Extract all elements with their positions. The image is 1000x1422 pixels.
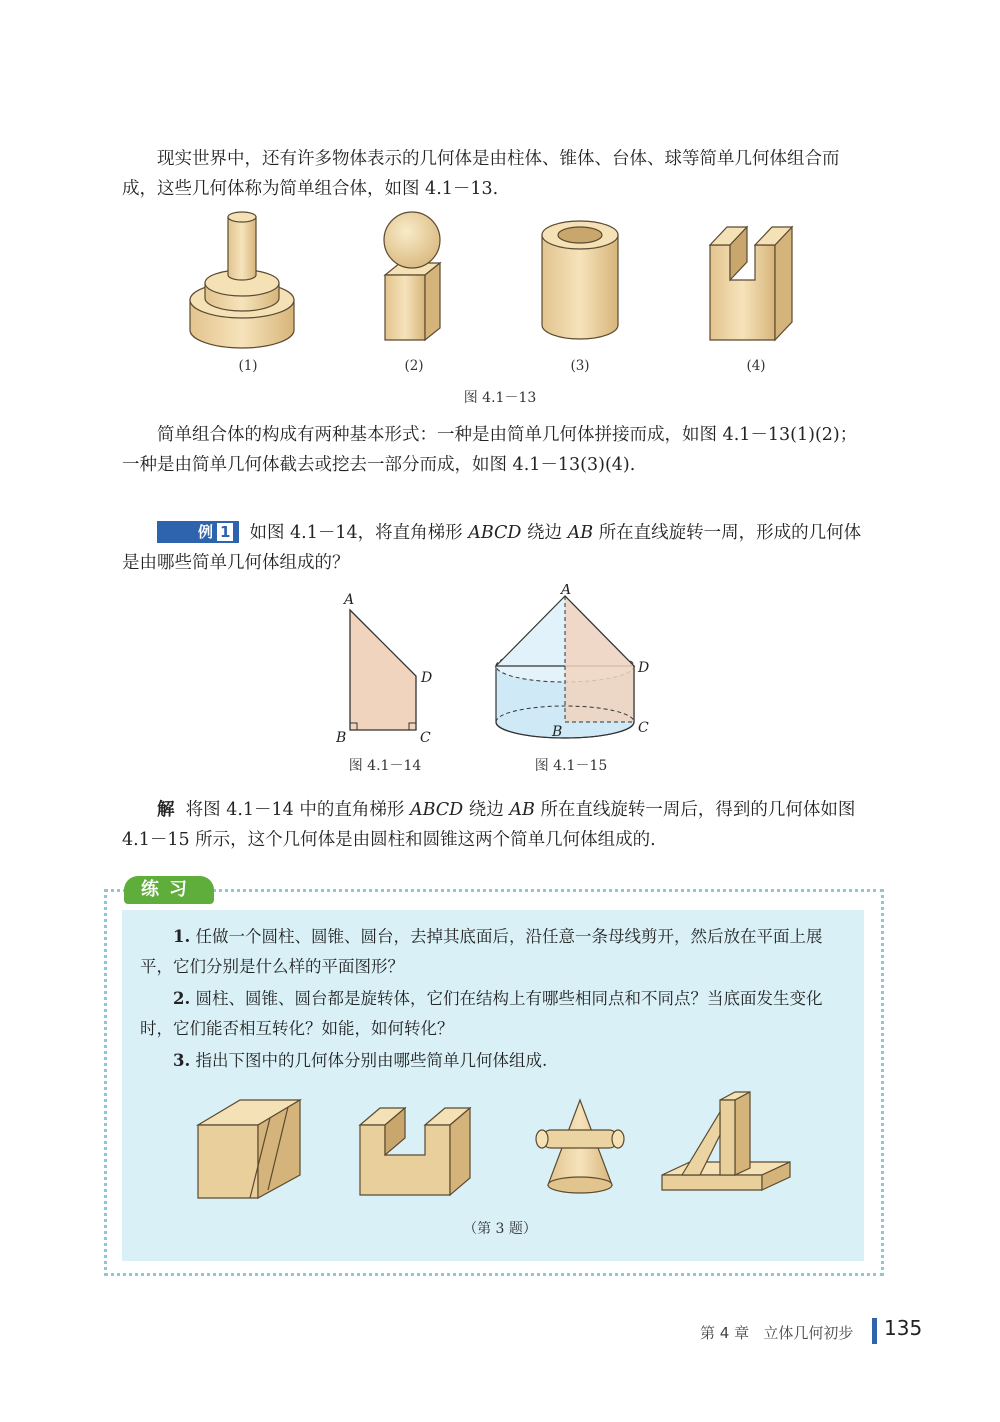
point-c-label: C	[420, 730, 431, 746]
cylinder-c-label: C	[638, 720, 649, 736]
page-number: 135	[884, 1316, 923, 1340]
practice-question-1: 1. 任做一个圆柱、圆锥、圆台，去掉其底面后，沿任意一条母线剪开，然后放在平面上展平，它们分别是什么样的平面图形？	[140, 927, 823, 976]
u-block-shape	[710, 227, 792, 340]
forms-paragraph: 简单组合体的构成有两种基本形式：一种是由简单几何体拼接而成，如图 4.1－13(1)(2)；一种是由简单几何体截去或挖去一部分而成，如图 4.1－13(3)(4).	[122, 425, 858, 475]
figure-4-1-15	[488, 584, 658, 754]
figure-13-caption: 图 4.1－13	[463, 390, 537, 406]
practice-title: 练习	[124, 876, 214, 904]
solution-paragraph: 解 将图 4.1－14 中的直角梯形 ABCD 绕边 AB 所在直线旋转一周后，得到的几何体如图 4.1－15 所示，这个几何体是由圆柱和圆锥这两个简单几何体组成的.	[122, 800, 856, 850]
practice-caption: （第 3 题）	[463, 1221, 537, 1237]
figure-13-label-1: (1)	[238, 358, 258, 374]
example-badge: 例 1	[157, 521, 239, 543]
example-1-paragraph: 例 1 如图 4.1－14，将直角梯形 ABCD 绕边 AB 所在直线旋转一周，形成的几何体是由哪些简单几何体组成的？	[122, 523, 862, 573]
figure-13-label-3: (3)	[570, 358, 590, 374]
figure-13-label-2: (2)	[404, 358, 424, 374]
practice-question-2: 2. 圆柱、圆锥、圆台都是旋转体，它们在结构上有哪些相同点和不同点？当底面发生变化时，它们能否相互转化？如能，如何转化？	[140, 989, 823, 1038]
cone-d-label: D	[638, 660, 650, 676]
footer-chapter: 第 4 章 立体几何初步	[700, 1324, 854, 1342]
figure-4-1-13	[180, 205, 820, 365]
figure-4-1-14	[336, 588, 446, 748]
stacked-cylinders-shape	[190, 212, 294, 348]
sphere-on-prism-shape	[384, 212, 440, 340]
point-a-label: A	[344, 592, 355, 608]
hollow-cylinder-shape	[542, 221, 618, 339]
footer-divider	[872, 1318, 877, 1344]
solution-label: 解	[157, 800, 175, 820]
practice-question-3: 3. 指出下图中的几何体分别由哪些简单几何体组成.	[173, 1051, 548, 1070]
practice-shape-2	[360, 1108, 470, 1195]
edge-name: AB	[567, 523, 594, 543]
cone-apex-label: A	[561, 584, 572, 598]
point-b-label: B	[336, 730, 347, 746]
figure-15-caption: 图 4.1－15	[534, 758, 608, 774]
practice-shape-3	[536, 1100, 624, 1193]
figure-13-label-4: (4)	[746, 358, 766, 374]
figure-14-caption: 图 4.1－14	[348, 758, 422, 774]
cylinder-b-label: B	[552, 724, 563, 740]
practice-shape-1	[198, 1100, 300, 1198]
practice-figures	[190, 1090, 810, 1205]
point-d-label: D	[421, 670, 433, 686]
practice-shape-4	[662, 1092, 790, 1190]
trapezoid-name: ABCD	[468, 523, 522, 543]
intro-paragraph: 现实世界中，还有许多物体表示的几何体是由柱体、锥体、台体、球等简单几何体组合而成，这些几何体称为简单组合体，如图 4.1－13.	[122, 149, 840, 199]
